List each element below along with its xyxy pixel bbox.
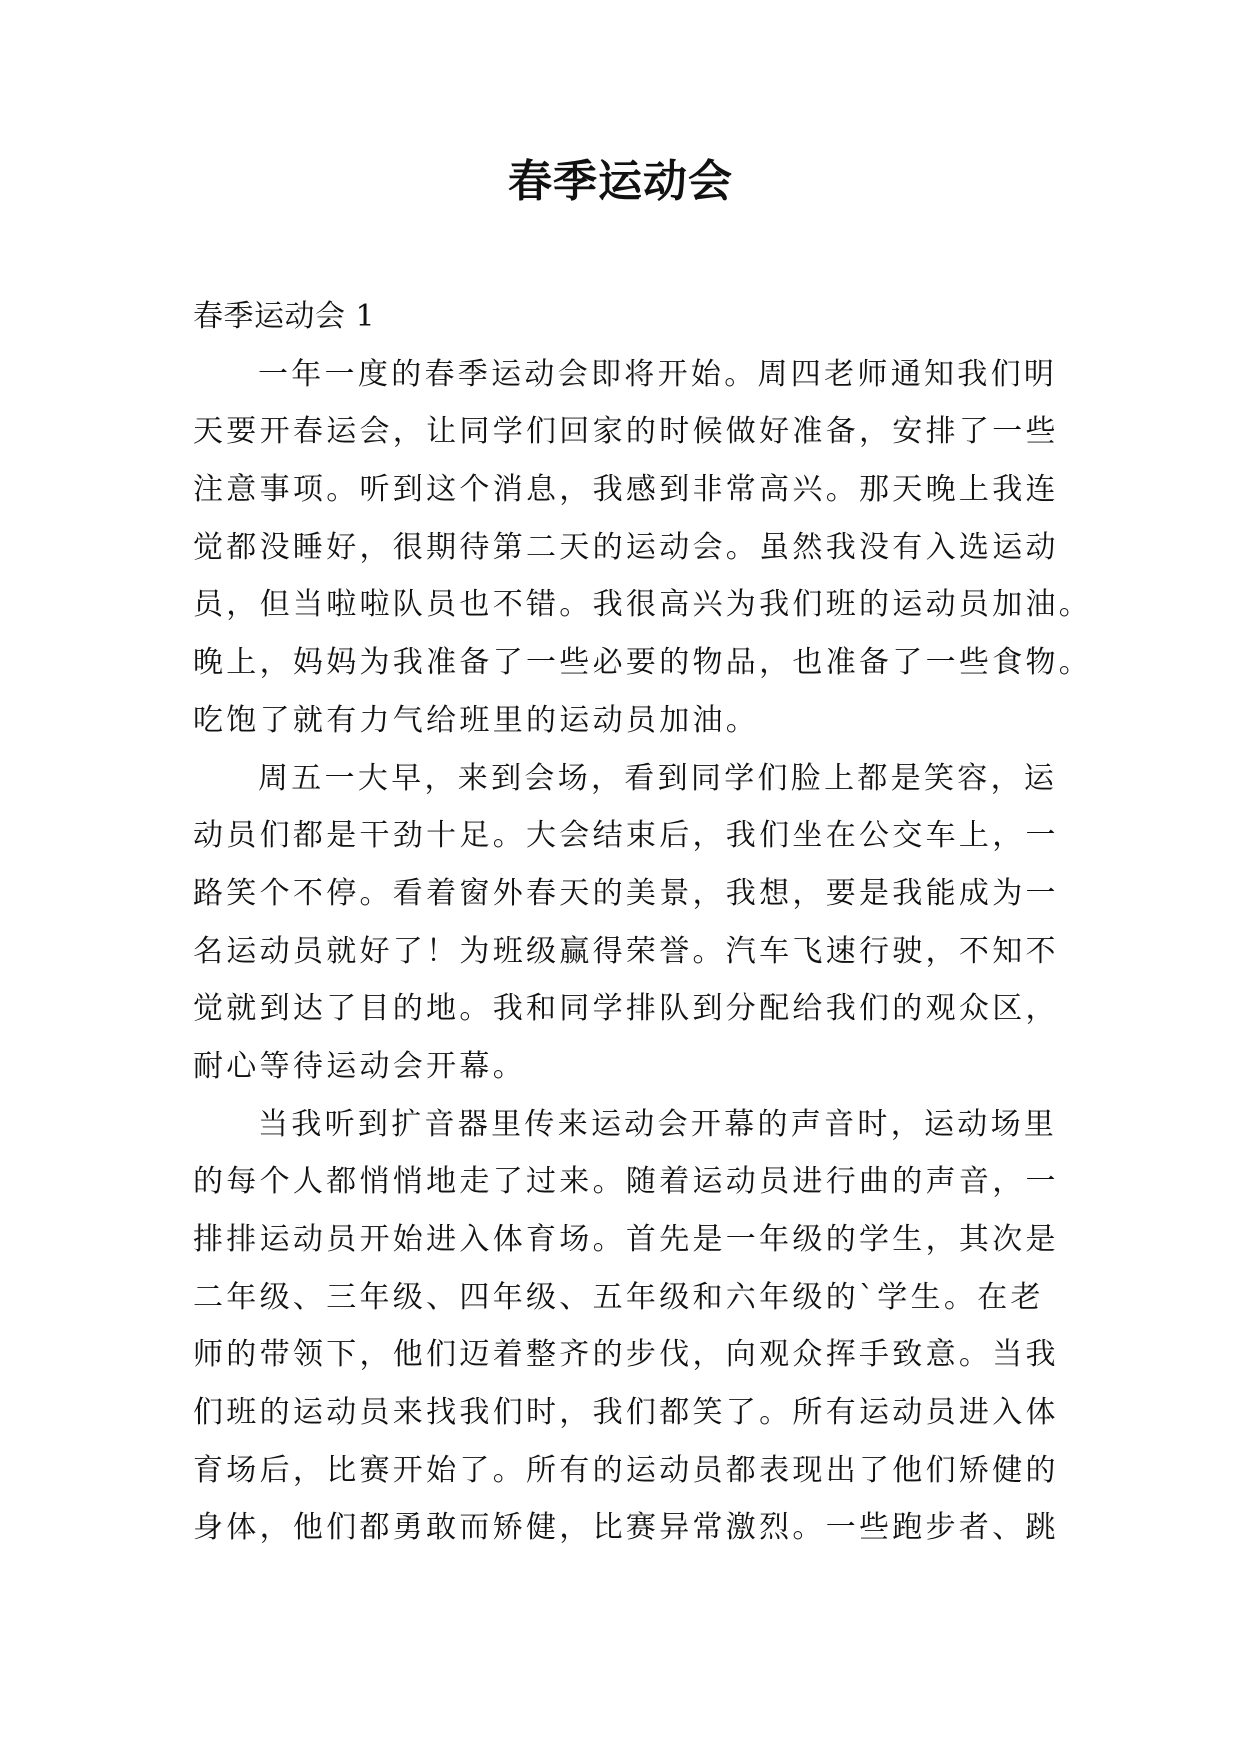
paragraph-line: 路笑个不停。看着窗外春天的美景，我想，要是我能成为一 — [193, 875, 1059, 911]
paragraph-line: 身体，他们都勇敢而矫健，比赛异常激烈。一些跑步者、跳 — [193, 1510, 1059, 1546]
paragraph-line: 名运动员就好了！为班级赢得荣誉。汽车飞速行驶，不知不 — [193, 933, 1059, 969]
paragraph-line: 排排运动员开始进入体育场。首先是一年级的学生，其次是 — [193, 1222, 1059, 1257]
paragraph-line: 二年级、三年级、四年级、五年级和六年级的`学生。在老 — [193, 1279, 1044, 1315]
paragraph-line: 一年一度的春季运动会即将开始。周四老师通知我们明 — [258, 356, 1058, 392]
paragraph-line: 耐心等待运动会开幕。 — [193, 1048, 526, 1084]
paragraph-line: 天要开春运会，让同学们回家的时候做好准备，安排了一些 — [193, 414, 1059, 450]
section-heading: 春季运动会 1 — [193, 299, 376, 334]
paragraph-line: 当我听到扩音器里传来运动会开幕的声音时，运动场里 — [258, 1106, 1058, 1142]
document-title: 春季运动会 — [508, 156, 733, 207]
paragraph-line: 动员们都是干劲十足。大会结束后，我们坐在公交车上，一 — [193, 818, 1059, 854]
paragraph-line: 晚上，妈妈为我准备了一些必要的物品，也准备了一些食物。 — [193, 645, 1093, 681]
paragraph-line: 觉都没睡好，很期待第二天的运动会。虽然我没有入选运动 — [193, 529, 1059, 565]
paragraph-line: 注意事项。听到这个消息，我感到非常高兴。那天晚上我连 — [193, 472, 1059, 508]
document-body — [193, 288, 1093, 1557]
paragraph-line: 周五一大早，来到会场，看到同学们脸上都是笑容，运 — [258, 760, 1058, 796]
paragraph-line: 师的带领下，他们迈着整齐的步伐，向观众挥手致意。当我 — [193, 1337, 1059, 1373]
paragraph-line: 们班的运动员来找我们时，我们都笑了。所有运动员进入体 — [193, 1395, 1059, 1431]
paragraph-line: 育场后，比赛开始了。所有的运动员都表现出了他们矫健的 — [193, 1452, 1059, 1488]
paragraph-line: 的每个人都悄悄地走了过来。随着运动员进行曲的声音，一 — [193, 1164, 1059, 1200]
paragraph-line: 觉就到达了目的地。我和同学排队到分配给我们的观众区， — [193, 991, 1059, 1027]
paragraph-line: 员，但当啦啦队员也不错。我很高兴为我们班的运动员加油。 — [193, 587, 1093, 623]
paragraph-line: 吃饱了就有力气给班里的运动员加油。 — [193, 702, 760, 738]
